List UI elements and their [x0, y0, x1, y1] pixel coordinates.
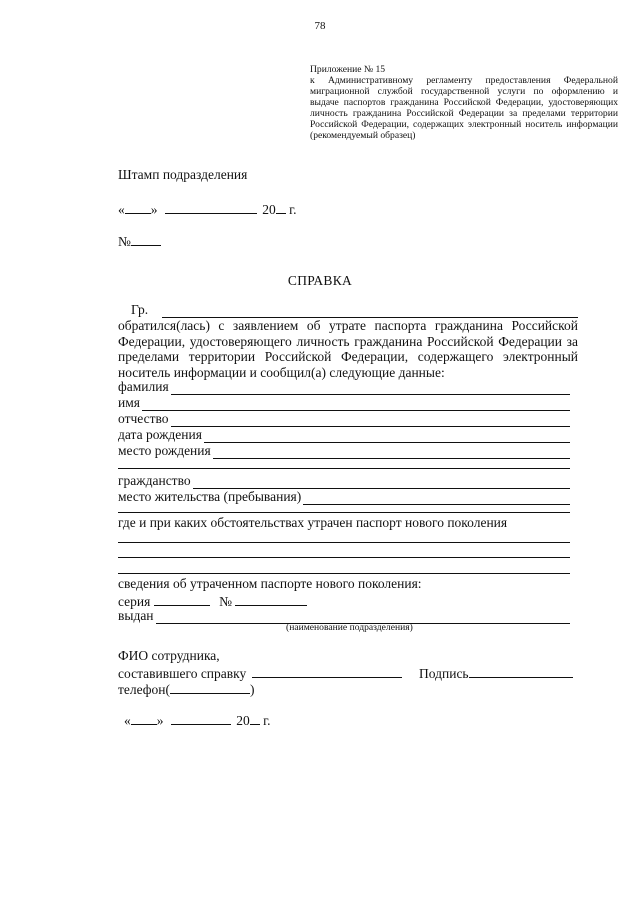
birth-place-blank[interactable]	[213, 446, 570, 459]
phone-label: телефон(	[118, 682, 171, 697]
citizen-label: Гр.	[131, 302, 149, 317]
series-label: серия	[118, 594, 151, 609]
appendix-line: личность гражданина Российской Федерации за пределами территории	[310, 108, 618, 119]
footer-date-year-suffix: г.	[263, 713, 271, 728]
surname-row	[118, 379, 570, 395]
appendix-block	[310, 64, 618, 141]
phone-close: )	[250, 682, 255, 697]
date-close-quote: »	[150, 202, 158, 217]
series-row	[118, 592, 307, 608]
number-blank[interactable]	[131, 232, 161, 246]
residence-blank[interactable]	[303, 492, 570, 505]
page-number: 78	[314, 20, 326, 32]
residence-extra-line[interactable]	[118, 512, 570, 513]
birth-date-label: дата рождения	[118, 427, 202, 442]
citizenship-label: гражданство	[118, 473, 191, 488]
signature-blank[interactable]	[469, 664, 573, 678]
name-row	[118, 395, 570, 411]
footer-date	[124, 711, 271, 729]
employee-label-line2: составившего справку	[118, 666, 247, 681]
appendix-note: (рекомендуемый образец)	[310, 130, 416, 141]
birth-date-blank[interactable]	[204, 430, 570, 443]
paragraph-line: пределами территории Российской Федерации, содержащего электронный	[118, 349, 578, 364]
birth-place-row	[118, 443, 570, 459]
residence-label: место жительства (пребывания)	[118, 489, 302, 504]
month-blank[interactable]	[165, 200, 257, 214]
stamp-label: Штамп подразделения	[118, 167, 248, 182]
passport-number-blank[interactable]	[235, 592, 307, 606]
lost-passport-info-label: сведения об утраченном паспорте нового поколения:	[118, 576, 422, 591]
footer-date-open-quote: «	[124, 713, 131, 728]
passport-number-label: №	[219, 594, 232, 609]
number-label: №	[118, 234, 131, 249]
issued-caption: (наименование подразделения)	[286, 622, 413, 633]
patronymic-row	[118, 411, 570, 427]
surname-blank[interactable]	[171, 382, 570, 395]
signature-label: Подпись	[419, 666, 469, 681]
appendix-line: к Административному регламенту предоставления Федеральной	[310, 75, 618, 86]
appendix-title: Приложение № 15	[310, 64, 386, 75]
birth-place-extra-line[interactable]	[118, 468, 570, 469]
footer-day-blank[interactable]	[131, 711, 157, 725]
loss-line-2[interactable]	[118, 557, 570, 558]
date-year-suffix: г.	[289, 202, 297, 217]
appendix-line: Российской Федерации, содержащих электронный носитель информации	[310, 119, 618, 130]
name-blank[interactable]	[142, 398, 570, 411]
phone-row	[118, 680, 255, 698]
body-paragraph	[118, 318, 578, 380]
footer-month-blank[interactable]	[171, 711, 231, 725]
date-open-quote: «	[118, 202, 125, 217]
citizenship-blank[interactable]	[193, 476, 570, 489]
citizen-row	[131, 302, 578, 318]
loss-line-1[interactable]	[118, 542, 570, 543]
employee-name-blank[interactable]	[252, 664, 402, 678]
phone-blank[interactable]	[170, 680, 250, 694]
employee-label-line1: ФИО сотрудника,	[118, 648, 220, 663]
header-date	[118, 200, 297, 218]
day-blank[interactable]	[125, 200, 151, 214]
document-title: СПРАВКА	[287, 273, 353, 288]
appendix-line: выдаче паспортов гражданина Российской Федерации, удостоверяющих	[310, 97, 618, 108]
header-number	[118, 232, 161, 250]
patronymic-blank[interactable]	[171, 414, 570, 427]
residence-row	[118, 489, 570, 505]
citizen-blank[interactable]	[162, 305, 578, 318]
paragraph-line: носитель информации и сообщил(а) следующие данные:	[118, 364, 445, 380]
paragraph-line: обратился(лась) с заявлением об утрате паспорта гражданина Российской	[118, 318, 578, 333]
year-blank[interactable]	[276, 200, 286, 214]
paragraph-line: Федерации, удостоверяющего личность гражданина Российской Федерации за	[118, 333, 578, 349]
patronymic-label: отчество	[118, 411, 169, 426]
surname-label: фамилия	[118, 379, 169, 394]
series-blank[interactable]	[154, 592, 210, 606]
footer-year-blank[interactable]	[250, 711, 260, 725]
appendix-line: миграционной службой государственной услуги по оформлению и	[310, 86, 618, 97]
loss-circumstances-label: где и при каких обстоятельствах утрачен паспорт нового поколения	[118, 515, 508, 530]
footer-date-year: 20	[236, 713, 250, 728]
loss-line-3[interactable]	[118, 573, 570, 574]
issued-label: выдан	[118, 608, 154, 623]
date-year: 20	[262, 202, 276, 217]
birth-date-row	[118, 427, 570, 443]
name-label: имя	[118, 395, 140, 410]
birth-place-label: место рождения	[118, 443, 211, 458]
footer-date-close-quote: »	[156, 713, 164, 728]
citizenship-row	[118, 473, 570, 489]
